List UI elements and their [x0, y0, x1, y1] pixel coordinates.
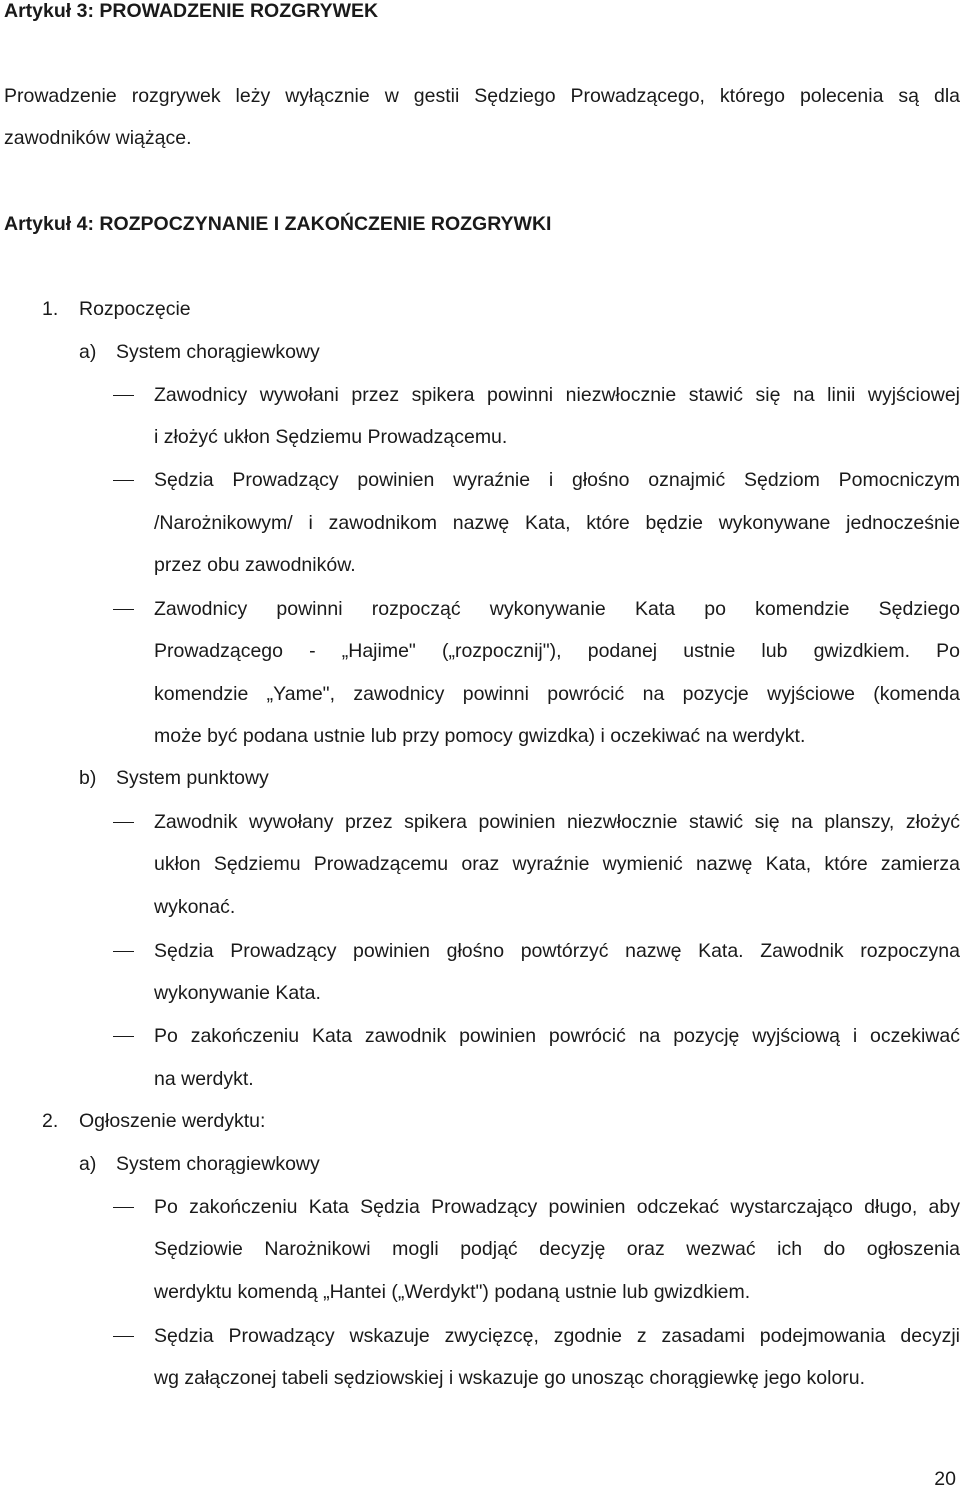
- dash-bullet: [113, 395, 134, 396]
- list-item-line: Sędzia Prowadzący powinien wyraźnie i głośno oznajmić Sędziom Pomocniczym: [154, 469, 960, 491]
- dash-bullet: [113, 822, 134, 823]
- dash-bullet: [113, 480, 134, 481]
- dash-bullet: [113, 951, 134, 952]
- list-item-line: Zawodnicy wywołani przez spikera powinni niezwłocznie stawić się na linii wyjściowej: [154, 384, 960, 406]
- list-item-line: Zawodnicy powinni rozpocząć wykonywanie Kata po komendzie Sędziego: [154, 598, 960, 620]
- subsection-1a-title: System chorągiewkowy: [116, 341, 320, 363]
- list-item-line: wykonywanie Kata.: [154, 982, 321, 1004]
- list-item-line: Sędziowie Narożnikowi mogli podjąć decyzję oraz wezwać ich do ogłoszenia: [154, 1238, 960, 1260]
- list-item-line: Sędzia Prowadzący powinien głośno powtórzyć nazwę Kata. Zawodnik rozpoczyna: [154, 940, 960, 962]
- dash-bullet: [113, 609, 134, 610]
- article-3-paragraph-line: Prowadzenie rozgrywek leży wyłącznie w gestii Sędziego Prowadzącego, którego polecenia są dla: [4, 85, 960, 107]
- section-1-number: 1.: [42, 298, 59, 320]
- dash-bullet: [113, 1207, 134, 1208]
- list-item-line: Prowadzącego - „Hajime" („rozpocznij"), podanej ustnie lub gwizdkiem. Po: [154, 640, 960, 662]
- list-item-line: wykonać.: [154, 896, 236, 918]
- article-4-heading: Artykuł 4: ROZPOCZYNANIE I ZAKOŃCZENIE ROZGRYWKI: [4, 213, 552, 235]
- list-item-line: /Narożnikowym/ i zawodnikom nazwę Kata, które będzie wykonywane jednocześnie: [154, 512, 960, 534]
- list-item-line: Zawodnik wywołany przez spikera powinien niezwłocznie stawić się na planszy, złożyć: [154, 811, 960, 833]
- list-item-line: Po zakończeniu Kata zawodnik powinien powrócić na pozycję wyjściową i oczekiwać: [154, 1025, 960, 1047]
- list-item-line: werdyktu komendą „Hantei („Werdykt") podaną ustnie lub gwizdkiem.: [154, 1281, 751, 1303]
- subsection-1a-label: a): [79, 341, 97, 363]
- section-1-title: Rozpoczęcie: [79, 298, 191, 320]
- dash-bullet: [113, 1336, 134, 1337]
- list-item-line: ukłon Sędziemu Prowadzącemu oraz wyraźnie wymienić nazwę Kata, które zamierza: [154, 853, 960, 875]
- list-item-line: Po zakończeniu Kata Sędzia Prowadzący powinien odczekać wystarczająco długo, aby: [154, 1196, 960, 1218]
- list-item-line: może być podana ustnie lub przy pomocy gwizdka) i oczekiwać na werdykt.: [154, 725, 806, 747]
- section-2-title: Ogłoszenie werdyktu:: [79, 1110, 266, 1132]
- subsection-2a-label: a): [79, 1153, 97, 1175]
- list-item-line: wg załączonej tabeli sędziowskiej i wskazuje go unosząc chorągiewkę jego koloru.: [154, 1367, 866, 1389]
- subsection-2a-title: System chorągiewkowy: [116, 1153, 320, 1175]
- dash-bullet: [113, 1036, 134, 1037]
- list-item-line: Sędzia Prowadzący wskazuje zwycięzcę, zgodnie z zasadami podejmowania decyzji: [154, 1325, 960, 1347]
- list-item-line: przez obu zawodników.: [154, 554, 356, 576]
- section-2-number: 2.: [42, 1110, 59, 1132]
- page-number: 20: [934, 1468, 956, 1490]
- list-item-line: i złożyć ukłon Sędziemu Prowadzącemu.: [154, 426, 508, 448]
- list-item-line: komendzie „Yame", zawodnicy powinni powrócić na pozycje wyjściowe (komenda: [154, 683, 960, 705]
- article-3-heading: Artykuł 3: PROWADZENIE ROZGRYWEK: [4, 0, 379, 22]
- article-3-paragraph-line: zawodników wiążące.: [4, 127, 192, 149]
- list-item-line: na werdykt.: [154, 1068, 254, 1090]
- subsection-1b-title: System punktowy: [116, 767, 269, 789]
- subsection-1b-label: b): [79, 767, 97, 789]
